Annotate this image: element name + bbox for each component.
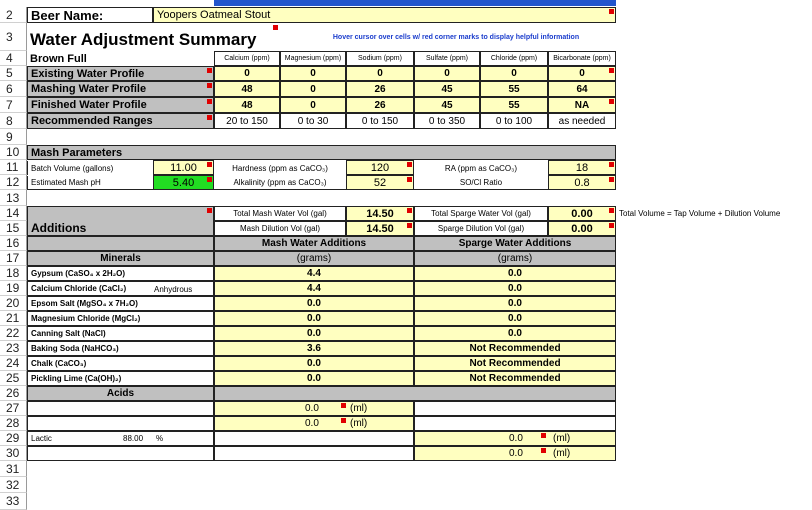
- acid-mash-row-2: [214, 416, 414, 431]
- profile-value[interactable]: 0: [214, 66, 280, 81]
- mineral-mash-input[interactable]: 0.0: [214, 311, 414, 326]
- profile-value: 55: [480, 97, 548, 113]
- profile-label: Finished Water Profile: [27, 97, 214, 113]
- minerals-spacer: [27, 236, 214, 251]
- hardness-label: Hardness (ppm as CaCO₃): [232, 163, 328, 173]
- profile-value: 0: [280, 97, 346, 113]
- profile-value: 0: [280, 81, 346, 97]
- row-header[interactable]: 27: [0, 401, 27, 416]
- mineral-name: Pickling Lime (Ca(OH)₂): [27, 371, 214, 386]
- row-header[interactable]: 6: [0, 81, 27, 97]
- profile-value: 0 to 30: [280, 113, 346, 129]
- row-header[interactable]: 2: [0, 7, 27, 23]
- mineral-mash-input[interactable]: 0.0: [214, 371, 414, 386]
- profile-value: 45: [414, 97, 480, 113]
- row-header[interactable]: 5: [0, 66, 27, 81]
- profile-value: 26: [346, 97, 414, 113]
- beer-name-input[interactable]: Yoopers Oatmeal Stout: [153, 7, 616, 23]
- mineral-name: Gypsum (CaSO₄ x 2H₂O): [27, 266, 214, 281]
- acid-mash-2-value[interactable]: 0.0: [305, 418, 319, 429]
- row-header[interactable]: 4: [0, 51, 27, 66]
- total-volume-note: Total Volume = Tap Volume + Dilution Volume: [619, 209, 781, 218]
- acid-sparge-1-unit: (ml): [553, 433, 571, 444]
- mineral-sparge-input[interactable]: 0.0: [414, 281, 616, 296]
- alkalinity-label: Alkalinity (ppm as CaCO₃): [214, 176, 346, 190]
- sparge-dilution-label: Sparge Dilution Vol (gal): [414, 221, 548, 236]
- profile-value[interactable]: 0: [346, 66, 414, 81]
- acids-header-fill: [214, 386, 616, 401]
- profile-label: Recommended Ranges: [27, 113, 214, 129]
- row-header[interactable]: 24: [0, 356, 27, 371]
- row-header[interactable]: 22: [0, 326, 27, 341]
- comment-marker[interactable]: [207, 83, 212, 88]
- ion-header: Sodium (ppm): [346, 51, 414, 66]
- mash-params-header: Mash Parameters: [27, 145, 616, 160]
- lactic-pct[interactable]: 88.00: [123, 434, 144, 443]
- acid-mash-1-value[interactable]: 0.0: [305, 403, 319, 414]
- row-header[interactable]: 10: [0, 145, 27, 160]
- acids-header: Acids: [27, 386, 214, 401]
- profile-value: as needed: [548, 113, 616, 129]
- comment-marker[interactable]: [609, 9, 614, 14]
- comment-marker[interactable]: [541, 433, 546, 438]
- profile-value: 45: [414, 81, 480, 97]
- row-header[interactable]: 15: [0, 221, 27, 236]
- lactic-pct-sign: %: [156, 434, 164, 443]
- mineral-name: Magnesium Chloride (MgCl₂): [27, 311, 214, 326]
- ion-header: Calcium (ppm): [214, 51, 280, 66]
- sparge-grams-unit: (grams): [414, 251, 616, 266]
- row-header[interactable]: 30: [0, 446, 27, 461]
- row-header[interactable]: 29: [0, 431, 27, 446]
- ion-header: Sulfate (ppm): [414, 51, 480, 66]
- acid-sparge-row-2: [414, 446, 616, 461]
- mineral-sparge-input: Not Recommended: [414, 341, 616, 356]
- row-header[interactable]: 7: [0, 97, 27, 113]
- row-header[interactable]: 8: [0, 113, 27, 129]
- title-banner-strip: [214, 0, 616, 6]
- mineral-name: Chalk (CaCO₃): [27, 356, 214, 371]
- row-header[interactable]: 16: [0, 236, 27, 251]
- mineral-mash-input[interactable]: 4.4: [214, 281, 414, 296]
- profile-value: 55: [480, 81, 548, 97]
- acid-select-1[interactable]: [27, 401, 214, 416]
- ion-header: Bicarbonate (ppm): [548, 51, 616, 66]
- row-header[interactable]: 32: [0, 477, 27, 493]
- hint-text: Hover cursor over cells w/ red corner marks to display helpful information: [332, 33, 580, 41]
- comment-marker[interactable]: [407, 177, 412, 182]
- comment-marker[interactable]: [207, 99, 212, 104]
- profile-value: 0 to 100: [480, 113, 548, 129]
- acid-select-4[interactable]: [27, 446, 214, 461]
- minerals-header: Minerals: [27, 251, 214, 266]
- comment-marker[interactable]: [541, 448, 546, 453]
- acid-sparge-2-value[interactable]: 0.0: [509, 448, 523, 459]
- comment-marker[interactable]: [407, 162, 412, 167]
- mash-dilution-label: Mash Dilution Vol (gal): [214, 221, 346, 236]
- mineral-sparge-input[interactable]: 0.0: [414, 266, 616, 281]
- row-header[interactable]: 26: [0, 386, 27, 401]
- row-header[interactable]: 12: [0, 175, 27, 190]
- comment-marker[interactable]: [273, 25, 278, 30]
- profile-label: Mashing Water Profile: [27, 81, 214, 97]
- total-sparge-value: 0.00: [548, 206, 616, 221]
- batch-volume-input[interactable]: 11.00: [153, 160, 214, 175]
- acid-sparge-1-value[interactable]: 0.0: [509, 433, 523, 444]
- mash-dilution-input[interactable]: 14.50: [346, 221, 414, 236]
- profile-value[interactable]: 0: [548, 66, 616, 81]
- profile-value: 64: [548, 81, 616, 97]
- mash-grams-unit: (grams): [214, 251, 414, 266]
- mash-additions-header: Mash Water Additions: [214, 236, 414, 251]
- row-header[interactable]: 14: [0, 206, 27, 221]
- profile-value: 48: [214, 97, 280, 113]
- profile-label: Existing Water Profile: [27, 66, 214, 81]
- total-sparge-label: Total Sparge Water Vol (gal): [414, 206, 548, 221]
- row-header[interactable]: 18: [0, 266, 27, 281]
- acid-mash-empty-4: [214, 446, 414, 461]
- row-header[interactable]: 19: [0, 281, 27, 296]
- so4cl-label: SO/Cl Ratio: [414, 176, 548, 190]
- comment-marker[interactable]: [207, 208, 212, 213]
- mineral-sparge-input: Not Recommended: [414, 371, 616, 386]
- total-mash-value: 14.50: [346, 206, 414, 221]
- ion-header: Magnesium (ppm): [280, 51, 346, 66]
- mineral-name: Epsom Salt (MgSO₄ x 7H₂O): [27, 296, 214, 311]
- profile-value: 0 to 150: [346, 113, 414, 129]
- comment-marker[interactable]: [609, 68, 614, 73]
- acid-sparge-2-unit: (ml): [553, 448, 571, 459]
- profile-value: 48: [214, 81, 280, 97]
- comment-marker[interactable]: [609, 223, 614, 228]
- comment-marker[interactable]: [609, 162, 614, 167]
- row-header[interactable]: 21: [0, 311, 27, 326]
- total-mash-label: Total Mash Water Vol (gal): [214, 206, 346, 221]
- row-header[interactable]: 28: [0, 416, 27, 431]
- acid-mash-empty-3: [214, 431, 414, 446]
- mineral-name: Calcium Chloride (CaCl₂): [27, 281, 214, 296]
- profile-value[interactable]: 0: [480, 66, 548, 81]
- comment-marker[interactable]: [207, 162, 212, 167]
- comment-marker[interactable]: [407, 208, 412, 213]
- acid-sparge-row-1: [414, 431, 616, 446]
- comment-marker[interactable]: [609, 99, 614, 104]
- row-header[interactable]: 25: [0, 371, 27, 386]
- ra-label: RA (ppm as CaCO₃): [444, 163, 518, 173]
- lactic-label: Lactic: [31, 434, 52, 443]
- acid-sparge-empty-2: [414, 416, 616, 431]
- row-header[interactable]: 3: [0, 23, 27, 51]
- row-header[interactable]: 20: [0, 296, 27, 311]
- mineral-mash-input[interactable]: 0.0: [214, 356, 414, 371]
- acid-sparge-empty-1: [414, 401, 616, 416]
- row-header[interactable]: 13: [0, 190, 27, 206]
- comment-marker[interactable]: [609, 177, 614, 182]
- comment-marker[interactable]: [341, 418, 346, 423]
- mineral-name: Canning Salt (NaCl): [27, 326, 214, 341]
- mineral-sparge-input: Not Recommended: [414, 356, 616, 371]
- mineral-mash-input[interactable]: 0.0: [214, 326, 414, 341]
- mineral-mash-input[interactable]: 0.0: [214, 296, 414, 311]
- ra-value: 18: [548, 160, 616, 175]
- mineral-sparge-input[interactable]: 0.0: [414, 311, 616, 326]
- row-header[interactable]: 11: [0, 160, 27, 175]
- mash-ph-label: Estimated Mash pH: [27, 176, 153, 190]
- acid-mash-1-unit: (ml): [350, 403, 368, 414]
- additions-header: Additions: [27, 206, 214, 236]
- comment-marker[interactable]: [407, 223, 412, 228]
- so4cl-value: 0.8: [548, 175, 616, 190]
- profile-value: 0 to 350: [414, 113, 480, 129]
- lactic-row: [27, 431, 214, 446]
- mineral-name: Baking Soda (NaHCO₃): [27, 341, 214, 356]
- profile-name: Brown Full: [30, 52, 87, 65]
- hardness-value: 120: [346, 160, 414, 175]
- anhydrous-note: Anhydrous: [154, 284, 193, 294]
- mineral-sparge-input[interactable]: 0.0: [414, 296, 616, 311]
- row-header[interactable]: 23: [0, 341, 27, 356]
- profile-value[interactable]: 0: [414, 66, 480, 81]
- ion-header: Chloride (ppm): [480, 51, 548, 66]
- comment-marker[interactable]: [207, 177, 212, 182]
- row-header[interactable]: 31: [0, 461, 27, 477]
- profile-value: 26: [346, 81, 414, 97]
- comment-marker[interactable]: [207, 68, 212, 73]
- acid-mash-row-1: [214, 401, 414, 416]
- summary-title: Water Adjustment Summary: [30, 30, 257, 49]
- row-header[interactable]: 17: [0, 251, 27, 266]
- comment-marker[interactable]: [207, 115, 212, 120]
- mineral-mash-input[interactable]: 4.4: [214, 266, 414, 281]
- batch-volume-label: Batch Volume (gallons): [27, 161, 153, 175]
- mineral-mash-input[interactable]: 3.6: [214, 341, 414, 356]
- acid-mash-2-unit: (ml): [350, 418, 368, 429]
- sparge-additions-header: Sparge Water Additions: [414, 236, 616, 251]
- mash-ph-value: 5.40: [153, 175, 214, 190]
- acid-select-2[interactable]: [27, 416, 214, 431]
- profile-value: 20 to 150: [214, 113, 280, 129]
- beer-name-label: Beer Name:: [27, 7, 153, 23]
- row-header[interactable]: 9: [0, 129, 27, 145]
- comment-marker[interactable]: [609, 208, 614, 213]
- comment-marker[interactable]: [341, 403, 346, 408]
- row-header[interactable]: 33: [0, 493, 27, 510]
- mineral-sparge-input[interactable]: 0.0: [414, 326, 616, 341]
- sparge-dilution-input[interactable]: 0.00: [548, 221, 616, 236]
- alkalinity-value: 52: [346, 175, 414, 190]
- profile-value: NA: [548, 97, 616, 113]
- profile-value[interactable]: 0: [280, 66, 346, 81]
